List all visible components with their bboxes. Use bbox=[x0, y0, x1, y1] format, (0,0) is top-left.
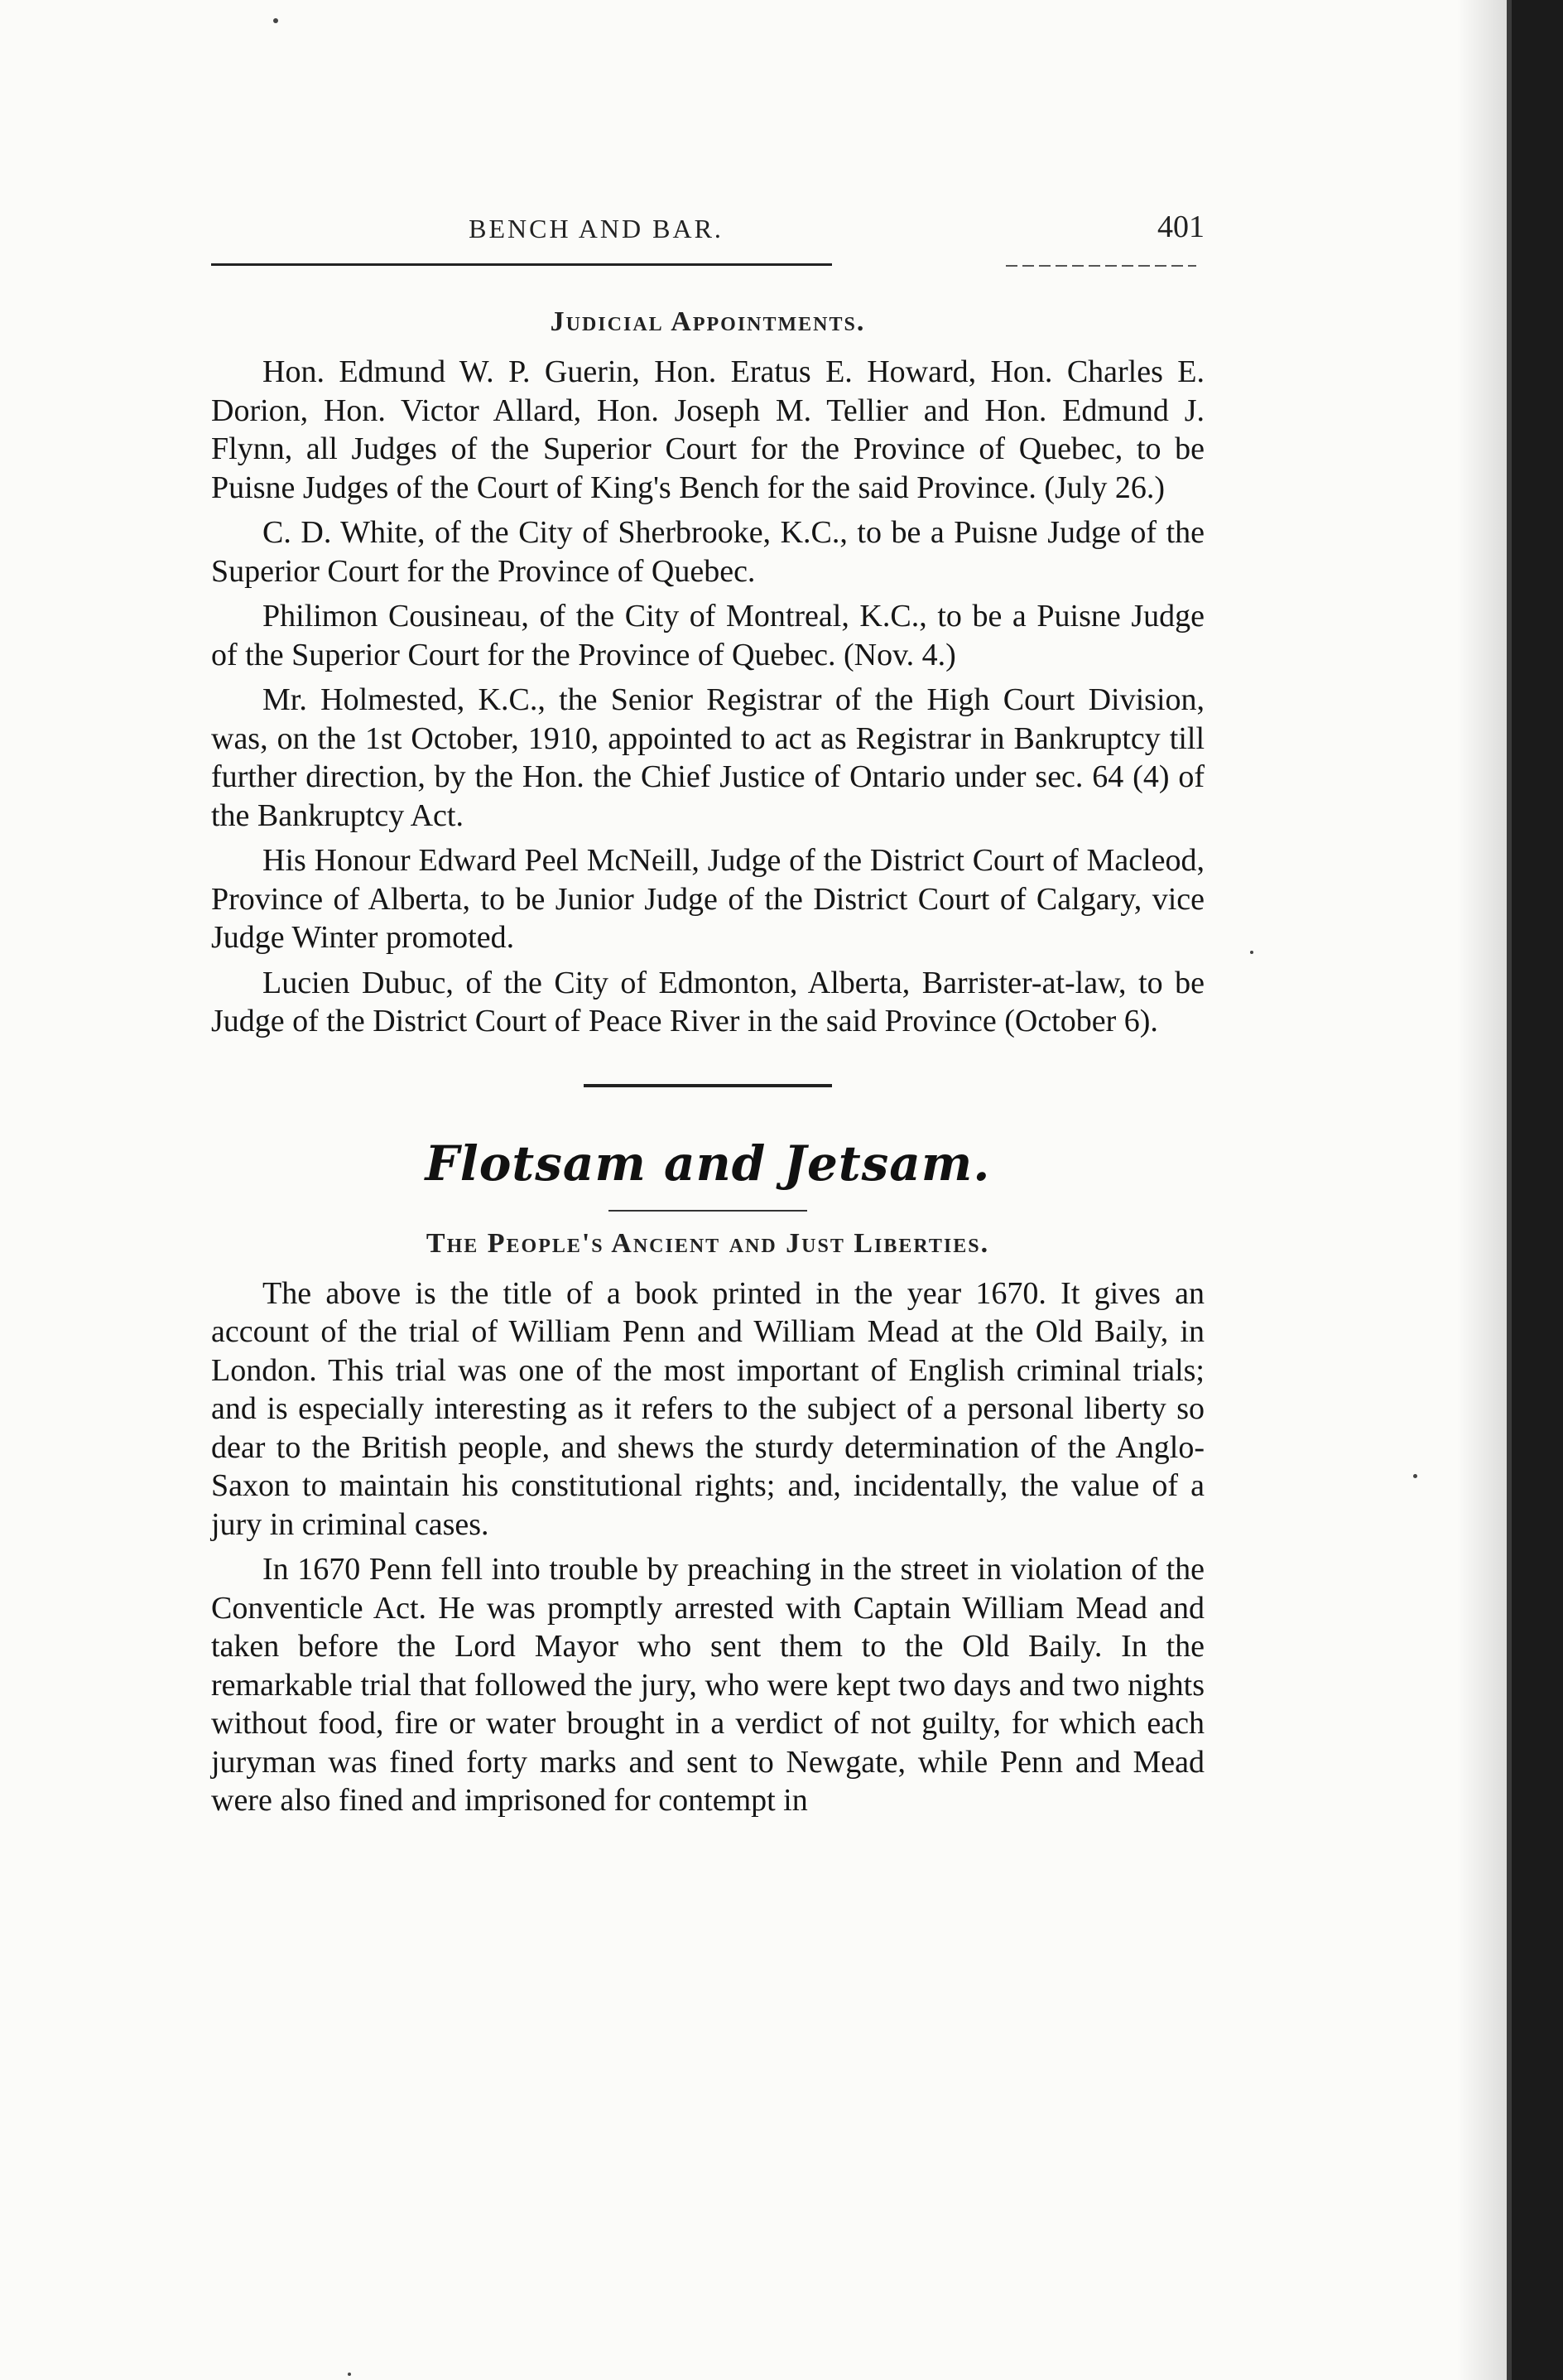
scan-speck bbox=[273, 18, 278, 23]
section-heading-liberties: The People's Ancient and Just Liberties. bbox=[426, 1227, 990, 1259]
header-rule bbox=[211, 263, 832, 266]
paragraph: Philimon Cousineau, of the City of Montreal, K.C., to be a Puisne Judge of the Superior Court for the Province of Quebec. (Nov. 4.) bbox=[211, 599, 1205, 672]
page-content bbox=[211, 306, 1205, 1827]
running-title: BENCH AND BAR. bbox=[469, 214, 724, 243]
flotsam-section bbox=[211, 1135, 1205, 1820]
heading-rule bbox=[608, 1210, 807, 1212]
scan-speck bbox=[348, 2373, 351, 2376]
section-divider bbox=[584, 1084, 832, 1087]
paragraph: Hon. Edmund W. P. Guerin, Hon. Eratus E. Howard, Hon. Charles E. Dorion, Hon. Victor Allard, Hon. Joseph M. Tellier and Hon. Edmund J. Flynn, all Judges of the Superior Court for the Province of Quebec, to be Puisne Judges of the Court of King's Bench for the said Province. (July 26.) bbox=[211, 354, 1205, 505]
running-head bbox=[211, 210, 1205, 263]
paragraph: Lucien Dubuc, of the City of Edmonton, Alberta, Barrister-at-law, to be Judge of the District Court of Peace River in the said Province (October 6). bbox=[211, 965, 1205, 1038]
main-heading-flotsam: Flotsam and Jetsam. bbox=[425, 1135, 991, 1192]
paragraph: C. D. White, of the City of Sherbrooke, K.C., to be a Puisne Judge of the Superior Court for the Province of Quebec. bbox=[211, 515, 1205, 589]
paragraph: His Honour Edward Peel McNeill, Judge of the District Court of Macleod, Province of Alberta, to be Junior Judge of the District Court of Calgary, vice Judge Winter promoted. bbox=[211, 843, 1205, 955]
judicial-appointments-section bbox=[211, 306, 1205, 1041]
paragraph: The above is the title of a book printed in the year 1670. It gives an account of the trial of William Penn and William Mead at the Old Baily, in London. This trial was one of the most important of English criminal trials; and is especially interesting as it refers to the subject of a personal liberty so dear to the British people, and shews the sturdy determination of the Anglo-Saxon to maintain his constitutional rights; and, incidentally, the value of a jury in criminal cases. bbox=[211, 1275, 1205, 1542]
paragraph: In 1670 Penn fell into trouble by preaching in the street in violation of the Conventicle Act. He was promptly arrested with Captain William Mead and taken before the Lord Mayor who sent them to the Old Baily. In the remarkable trial that followed the jury, who were kept two days and two nights without food, fire or water brought in a verdict of not guilty, for which each juryman was fined forty marks and sent to Newgate, while Penn and Mead were also fined and imprisoned for contempt in bbox=[211, 1552, 1205, 1818]
header-rule-dashed bbox=[1006, 265, 1196, 267]
page-number: 401 bbox=[1157, 210, 1205, 244]
scan-speck bbox=[1250, 951, 1253, 954]
section-heading-judicial: Judicial Appointments. bbox=[550, 306, 866, 337]
paragraph: Mr. Holmested, K.C., the Senior Registrar of the High Court Division, was, on the 1st October, 1910, appointed to act as Registrar in Bankruptcy till further direction, by the Hon. the Chief Justice of Ontario under sec. 64 (4) of the Bankruptcy Act. bbox=[211, 682, 1205, 833]
scan-speck bbox=[1413, 1474, 1417, 1478]
